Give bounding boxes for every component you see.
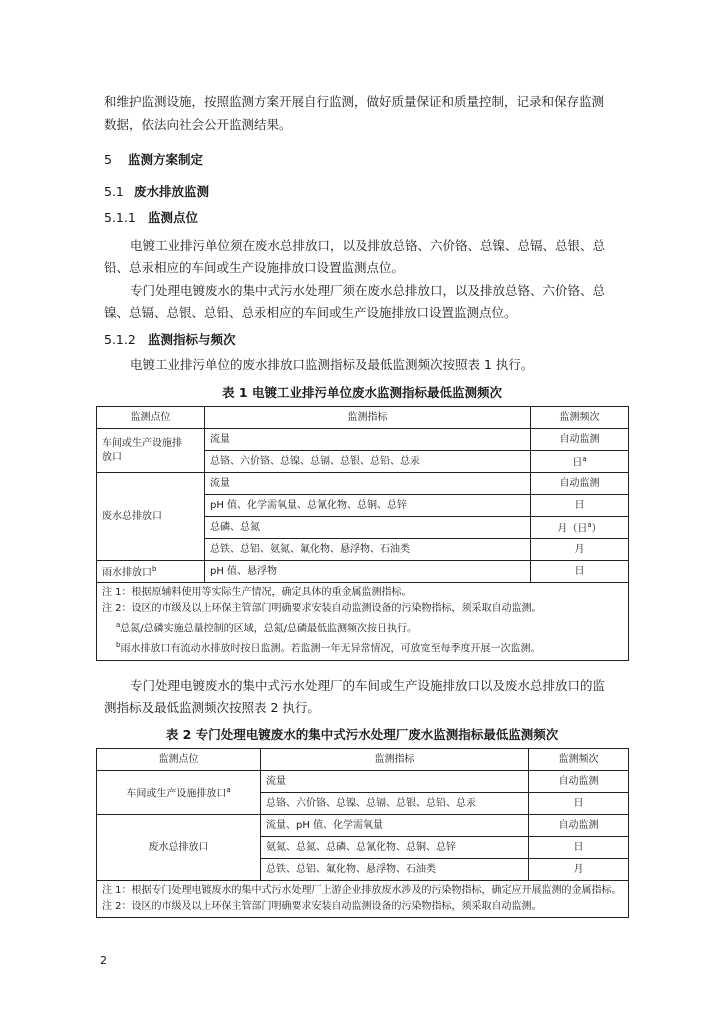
column-header: 监测频次 (529, 749, 629, 771)
paragraph-line: 铅、总汞相应的车间或生产设施排放口设置监测点位。 (104, 260, 405, 275)
intro-line-2: 数据，依法向社会公开监测结果。 (104, 117, 292, 132)
indicator-cell: pH 值、化学需氧量、总氰化物、总铜、总锌 (205, 495, 531, 517)
section-title: 监测指标与频次 (148, 332, 236, 347)
frequency-cell: 月（日$^a$） (531, 517, 629, 539)
footnote-b: $^b$雨水排放口有流动水排放时按日监测。若监测一年无异常情况，可放宽至每季度开展一次监测。 (116, 641, 541, 655)
indicator-cell: 总铬、六价铬、总镍、总镉、总银、总铅、总汞 (261, 793, 529, 815)
table-row (97, 561, 629, 583)
table-2-caption: 表 2 专门处理电镀废水的集中式污水处理厂废水监测指标最低监测频次 (165, 727, 559, 742)
table-row (97, 429, 629, 451)
table-row (97, 815, 629, 837)
frequency-cell: 月 (531, 539, 629, 561)
site-cell: 废水总排放口 (97, 473, 205, 561)
column-header: 监测点位 (97, 407, 205, 429)
frequency-cell: 日 (529, 837, 629, 859)
paragraph-line: 电镀工业排污单位的废水排放口监测指标及最低监测频次按照表 1 执行。 (130, 357, 534, 372)
table-1-caption: 表 1 电镀工业排污单位废水监测指标最低监测频次 (222, 385, 502, 400)
section-number: 5.1 (104, 184, 124, 199)
footnote-a: $^a$总氮/总磷实施总量控制的区域，总氮/总磷最低监测频次按日执行。 (116, 621, 418, 635)
indicator-cell: 流量 (205, 429, 531, 451)
section-number: 5.1.1 (104, 210, 136, 225)
intro-line-1: 和维护监测设施，按照监测方案开展自行监测，做好质量保证和质量控制，记录和保存监测 (104, 94, 605, 109)
column-header: 监测指标 (205, 407, 531, 429)
page-number: 2 (100, 954, 107, 967)
indicator-cell: 氨氮、总氮、总磷、总氰化物、总铜、总锌 (261, 837, 529, 859)
paragraph-line: 电镀工业排污单位须在废水总排放口，以及排放总铬、六价铬、总镍、总镉、总银、总 (130, 238, 606, 253)
frequency-cell: 日 (531, 495, 629, 517)
column-header: 监测指标 (261, 749, 529, 771)
site-cell: 废水总排放口 (97, 815, 261, 881)
site-cell: 雨水排放口$^b$ (97, 561, 205, 583)
site-cell: 车间或生产设施排放口$^a$ (97, 771, 261, 815)
table-notes: 注 1：根据原辅料使用等实际生产情况，确定具体的重金属监测指标。 注 2：设区的市级及以上环保主管部门明确要求安装自动监测设备的污染物指标，须采取自动监测。 $^a$总氮/总磷实施总量控制的区域，总氮/总磷最低监测频次按日执行。 $^b$雨水排放口有流动水排放时按日监测。若监测一年无异常情况，可放宽至每季度开展一次监测。 (97, 583, 629, 661)
indicator-cell: 总磷、总氮 (205, 517, 531, 539)
paragraph-line: 测指标及最低监测频次按照表 2 执行。 (104, 700, 320, 715)
frequency-cell: 自动监测 (529, 815, 629, 837)
section-title: 监测点位 (148, 210, 199, 225)
table-row (97, 473, 629, 495)
section-title: 监测方案制定 (128, 152, 204, 167)
table-notes-row (97, 583, 629, 661)
indicator-cell: 流量 (261, 771, 529, 793)
column-header: 监测频次 (531, 407, 629, 429)
indicator-cell: 总铁、总铝、氟化物、悬浮物、石油类 (261, 859, 529, 881)
section-number: 5 (104, 152, 112, 167)
table-1 (96, 406, 629, 661)
section-number: 5.1.2 (104, 332, 136, 347)
frequency-cell: 自动监测 (531, 473, 629, 495)
table-notes-row (97, 881, 629, 918)
table-row (97, 771, 629, 793)
section-5-1-1-heading (104, 210, 198, 226)
site-cell: 车间或生产设施排 放口 (97, 429, 205, 473)
frequency-cell: 自动监测 (531, 429, 629, 451)
indicator-cell: 流量、pH 值、化学需氧量 (261, 815, 529, 837)
indicator-cell: 总铬、六价铬、总镍、总镉、总银、总铅、总汞 (205, 451, 531, 473)
frequency-cell: 日 (531, 561, 629, 583)
table-header-row (97, 749, 629, 771)
frequency-cell: 日 (529, 793, 629, 815)
frequency-cell: 月 (529, 859, 629, 881)
frequency-cell: 自动监测 (529, 771, 629, 793)
section-5-1-heading (104, 184, 209, 200)
section-5-1-2-heading (104, 332, 236, 348)
indicator-cell: pH 值、悬浮物 (205, 561, 531, 583)
section-title: 废水排放监测 (134, 184, 210, 199)
column-header: 监测点位 (97, 749, 261, 771)
paragraph-line: 镍、总镉、总银、总铅、总汞相应的车间或生产设施排放口设置监测点位。 (104, 305, 517, 320)
table-notes: 注 1：根据专门处理电镀废水的集中式污水处理厂上游企业排放废水涉及的污染物指标，确定应开展监测的金属指标。 注 2：设区的市级及以上环保主管部门明确要求安装自动监测设备的污染物指标，须采取自动监测。 (97, 881, 629, 918)
table-2 (96, 748, 629, 918)
paragraph-line: 专门处理电镀废水的集中式污水处理厂的车间或生产设施排放口以及废水总排放口的监 (130, 678, 606, 693)
frequency-cell: 日$^a$ (531, 451, 629, 473)
paragraph-line: 专门处理电镀废水的集中式污水处理厂须在废水总排放口，以及排放总铬、六价铬、总 (130, 283, 606, 298)
table-header-row (97, 407, 629, 429)
section-5-heading (104, 152, 203, 168)
indicator-cell: 流量 (205, 473, 531, 495)
indicator-cell: 总铁、总铝、氨氮、氟化物、悬浮物、石油类 (205, 539, 531, 561)
